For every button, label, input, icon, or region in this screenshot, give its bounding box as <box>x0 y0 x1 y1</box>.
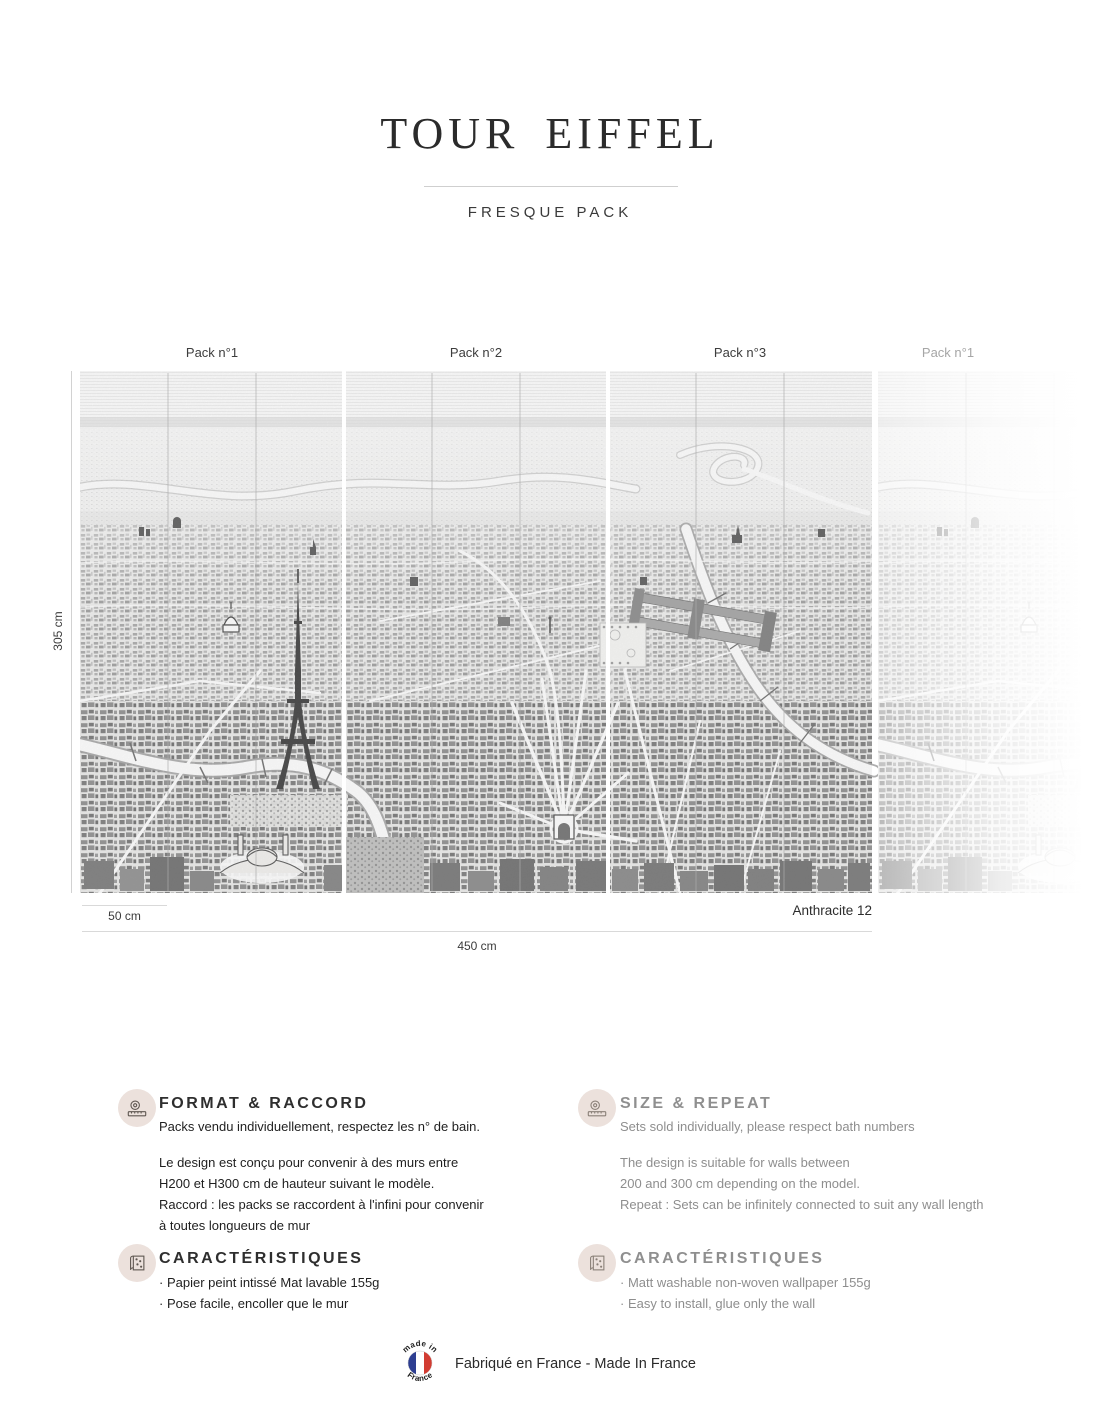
format-intro: Packs vendu individuellement, respectez les n° de bain. <box>159 1119 480 1134</box>
format-line: à toutes longueurs de mur <box>159 1218 311 1233</box>
height-measure-line <box>71 371 72 893</box>
total-measure-line <box>82 931 872 932</box>
characteristics-fr-item: · Papier peint intissé Mat lavable 155g <box>159 1275 380 1290</box>
pack-label-1: Pack n°1 <box>185 345 239 360</box>
characteristics-fr-list <box>159 1272 379 1314</box>
tape-measure-icon <box>118 1089 156 1127</box>
wallpaper-roll-icon <box>118 1244 156 1282</box>
size-repeat-line: Repeat : Sets can be infinitely connected to suit any wall length <box>620 1197 984 1212</box>
colorway-label: Anthracite 12 <box>792 903 872 918</box>
characteristics-en-list <box>620 1272 871 1314</box>
characteristics-en-item: · Easy to install, glue only the wall <box>620 1296 816 1311</box>
characteristics-en-heading: CARACTÉRISTIQUES <box>620 1250 825 1267</box>
made-in-france-badge <box>397 1340 443 1391</box>
format-line: H200 et H300 cm de hauteur suivant le modèle. <box>159 1176 435 1191</box>
size-repeat-body <box>620 1152 984 1215</box>
strip-measure-line <box>82 905 167 906</box>
made-in-france-text: Fabriqué en France - Made In France <box>455 1356 696 1372</box>
badge-top-text: made in <box>400 1340 440 1355</box>
characteristics-fr-item: · Pose facile, encoller que le mur <box>159 1296 349 1311</box>
height-label: 305 cm <box>51 611 65 651</box>
format-heading: FORMAT & RACCORD <box>159 1095 369 1112</box>
size-repeat-line: The design is suitable for walls between <box>620 1155 850 1170</box>
tape-measure-icon <box>578 1089 616 1127</box>
format-body <box>159 1152 484 1236</box>
format-line: Raccord : les packs se raccordent à l'infini pour convenir <box>159 1197 484 1212</box>
wallpaper-roll-icon <box>578 1244 616 1282</box>
characteristics-fr-heading: CARACTÉRISTIQUES <box>159 1250 364 1267</box>
format-line: Le design est conçu pour convenir à des murs entre <box>159 1155 459 1170</box>
page-title: TOUR EIFFEL <box>380 109 720 158</box>
characteristics-en-item: · Matt washable non-woven wallpaper 155g <box>620 1275 871 1290</box>
pack-label-repeat: Pack n°1 <box>921 345 975 360</box>
size-repeat-line: 200 and 300 cm depending on the model. <box>620 1176 860 1191</box>
title-divider <box>424 186 678 187</box>
page-subtitle: FRESQUE PACK <box>467 204 633 221</box>
size-repeat-intro: Sets sold individually, please respect bath numbers <box>620 1119 915 1134</box>
paris-engraving-image <box>80 371 1100 893</box>
wallpaper-panorama <box>80 371 1100 893</box>
pack-label-2: Pack n°2 <box>449 345 503 360</box>
size-repeat-heading: SIZE & REPEAT <box>620 1095 773 1112</box>
strip-width-label: 50 cm <box>108 909 141 923</box>
total-width-label: 450 cm <box>457 939 497 953</box>
badge-bottom-text: France <box>405 1370 435 1384</box>
pack-label-3: Pack n°3 <box>713 345 767 360</box>
